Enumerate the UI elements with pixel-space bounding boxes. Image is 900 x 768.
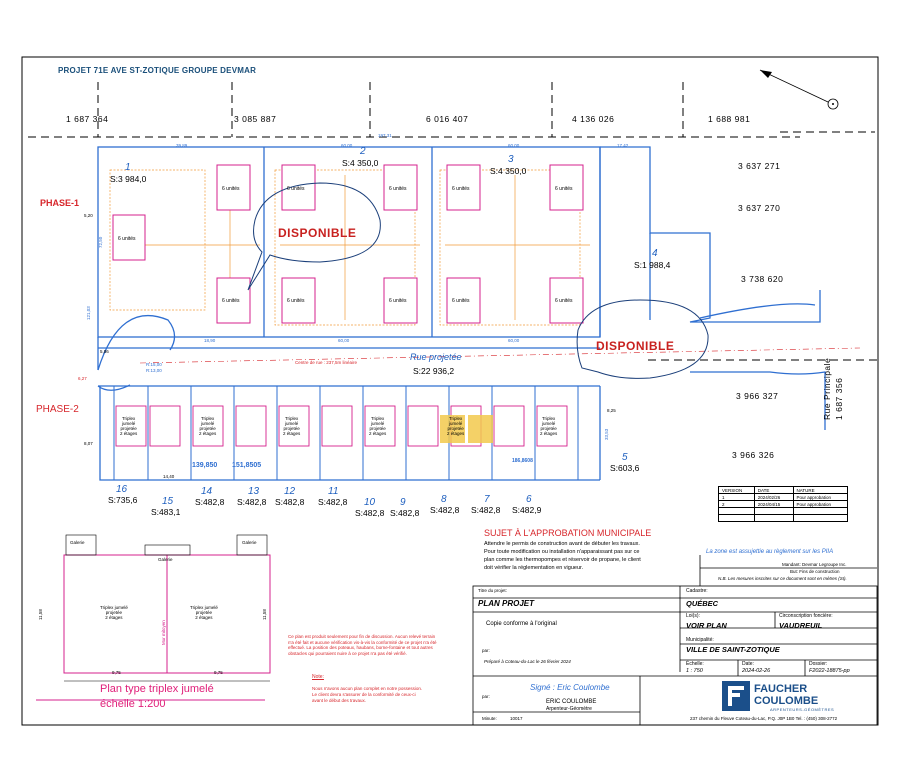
lot-10-area: S:482,8 — [355, 508, 385, 518]
lot-3-number: 3 — [508, 154, 514, 165]
triplex-label: Triplex jumelé projetée 2 étages — [283, 416, 301, 436]
version-table — [718, 486, 848, 522]
party-wall-label: Mur mitoyen — [161, 620, 166, 645]
cadastre-top-4: 4 136 026 — [572, 114, 615, 124]
version-header: VERSION — [719, 487, 755, 494]
date-label: Date: — [742, 661, 754, 667]
dim-radius-2: R:13,00 — [146, 368, 162, 373]
cadastre-top-5: 1 688 981 — [708, 114, 751, 124]
lot-5-number: 5 — [622, 452, 628, 463]
copy-note: Copie conforme à l'original — [486, 621, 557, 627]
company-logo-icon — [722, 681, 750, 711]
dim-d3: 60,00 — [508, 143, 520, 148]
nature-header: NATURE — [793, 487, 848, 494]
mandate-line-2: But: Fins de construction — [790, 569, 840, 574]
dim-road-width: 72,50 — [98, 236, 103, 248]
elevation-2: 151,8505 — [232, 462, 262, 469]
lot-14-number: 14 — [201, 486, 213, 497]
cadastre-top-2: 3 085 887 — [234, 114, 277, 124]
dim-side-3: 5,86 — [100, 349, 109, 354]
lot-1-area: S:3 984,0 — [110, 174, 147, 184]
lot-14-area: S:482,8 — [195, 497, 225, 507]
parking-areas — [110, 170, 590, 325]
lot-6-area: S:482,9 — [512, 505, 542, 515]
triplex-label: Triplex jumelé projetée 2 étages — [447, 416, 465, 436]
lot-12-number: 12 — [284, 486, 296, 497]
available-label-1: DISPONIBLE — [278, 226, 357, 240]
lot-13-area: S:482,8 — [237, 497, 267, 507]
lot-11-area: S:482,8 — [318, 497, 348, 507]
signature: Signé : Eric Coulombe — [530, 683, 610, 692]
triplex-buildings — [116, 406, 567, 446]
version-cell: 2 — [719, 501, 755, 508]
lot-8-number: 8 — [441, 494, 447, 505]
building-label: 6 unités — [452, 186, 470, 192]
prepared-line: Préparé à Coteau-du-Lac le 26 février 2024 — [484, 659, 571, 664]
surveyor-name: ERIC COULOMBE — [546, 699, 597, 705]
phase-1-label: PHASE-1 — [40, 198, 80, 208]
lot-9-area: S:482,8 — [390, 508, 420, 518]
lot-1-number: 1 — [125, 162, 131, 173]
right-road-lot: 1 687 356 — [834, 377, 844, 420]
building-label: 6 unités — [287, 186, 305, 192]
municipality-label: Municipalité: — [686, 637, 714, 643]
company-tagline: ARPENTEURS-GÉOMÈTRES — [770, 707, 835, 712]
lot-15-number: 15 — [162, 496, 174, 507]
lot-16-number: 16 — [116, 484, 128, 495]
dim-left: 121,03 — [86, 306, 91, 320]
dim-d4: 17,42 — [617, 143, 629, 148]
unit-label: Triplex jumelé projetée 2 étages — [190, 605, 218, 620]
company-address: 237 chemin du Fleuve Coteau-du-Lac, P.Q. J0P 1B0 Tel. : (450) 308-2772 — [690, 716, 838, 721]
circonscription-value: VAUDREUIL — [779, 621, 823, 630]
cadastre-value: QUÉBEC — [686, 599, 719, 608]
dim-width: 9,75 — [214, 670, 223, 675]
lot-11-number: 11 — [328, 486, 339, 497]
scale-label: Échelle: — [686, 661, 704, 667]
lot-4-area: S:1 988,4 — [634, 260, 671, 270]
dim-height: 11,58 — [262, 609, 267, 620]
nature-cell: Pour approbation — [793, 494, 848, 501]
elevation-3: 186,8608 — [512, 458, 533, 464]
project-title-label: Titre du projet: — [478, 588, 507, 593]
file-label: Dossier: — [809, 661, 828, 667]
gallery-label: Galerie — [242, 540, 257, 545]
typical-plan-caption: Plan type triplex jumelé — [100, 683, 214, 695]
building-label: 6 unités — [118, 236, 136, 242]
lot-12-area: S:482,8 — [275, 497, 305, 507]
dim-width: 9,75 — [112, 670, 121, 675]
circonscription-label: Circonscription foncière: — [779, 613, 833, 619]
company-name-2: COULOMBE — [754, 695, 819, 707]
project-title-value: PLAN PROJET — [478, 599, 535, 608]
dim-bottom-2: 60,00 — [338, 338, 350, 343]
right-lot-lines — [600, 147, 825, 430]
dim-d2: 60,00 — [341, 143, 353, 148]
typical-plan-scale: échelle 1:200 — [100, 698, 166, 710]
unit-label: Triplex jumelé projetée 2 étages — [100, 605, 128, 620]
mandate-line-3: N.B. Les mesures inscrites sur ce document sont en mètres (SI). — [718, 576, 847, 581]
lot-4-number: 4 — [652, 248, 658, 259]
cadastre-right-3: 3 738 620 — [741, 274, 784, 284]
dim-side-2: 6,27 — [78, 376, 87, 381]
building-label: 6 unités — [389, 298, 407, 304]
version-cell: 1 — [719, 494, 755, 501]
triplex-label: Triplex jumelé projetée 2 étages — [120, 416, 138, 436]
company-name-1: FAUCHER — [754, 683, 808, 695]
client-note: Nous n'avons aucun plan complet en notre possession. Le client devra s'assurer de la conformité de ceux-ci avant le début des travaux. — [312, 686, 423, 703]
lot-5-area: S:603,6 — [610, 463, 640, 473]
building-label: 6 unités — [389, 186, 407, 192]
dim-bottom-3: 60,00 — [508, 338, 520, 343]
building-label: 6 unités — [452, 298, 470, 304]
piia-note: La zone est assujettie au règlement sur les PIIA — [706, 549, 834, 555]
lot-13-number: 13 — [248, 486, 260, 497]
lot-16-area: S:735,6 — [108, 495, 138, 505]
typical-triplex-plan — [36, 535, 270, 700]
right-road-name: Rue Principale — [822, 357, 832, 420]
north-arrow-icon — [760, 70, 838, 109]
available-label-2: DISPONIBLE — [596, 339, 675, 353]
municipality-value: VILLE DE SAINT-ZOTIQUE — [686, 645, 780, 654]
building-label: 6 unités — [222, 186, 240, 192]
law-label: Loi(s): — [686, 613, 700, 619]
buildings-6-units — [113, 165, 583, 323]
building-label: 6 unités — [222, 298, 240, 304]
building-label: 6 unités — [555, 186, 573, 192]
gallery-label: Galerie — [70, 540, 85, 545]
law-value: VOIR PLAN — [686, 621, 727, 630]
gallery-label: Galerie — [158, 557, 173, 562]
lot-15-area: S:483,1 — [151, 507, 181, 517]
file-value: F2022-18875-pp — [809, 668, 850, 674]
date-cell: 2024/04/15 — [754, 501, 793, 508]
triplex-label: Triplex jumelé projetée 2 étages — [369, 416, 387, 436]
lot-2-number: 2 — [360, 146, 366, 157]
lot-7-area: S:482,8 — [471, 505, 501, 515]
building-label: 6 unités — [287, 298, 305, 304]
cadastre-right-4: 3 966 327 — [736, 391, 779, 401]
dim-bottom-1: 18,90 — [204, 338, 216, 343]
project-title: PROJET 71E AVE ST-ZOTIQUE GROUPE DEVMAR — [58, 66, 257, 75]
date-cell: 2024/02/26 — [754, 494, 793, 501]
cadastre-right-5: 3 966 326 — [732, 450, 775, 460]
cadastre-top-3: 6 016 407 — [426, 114, 469, 124]
dim-d5: 8,25 — [607, 408, 616, 413]
by-label: par: — [482, 694, 490, 699]
approval-text: Attendre le permis de construction avant de débuter les travaux. Pour toute modification ou installation n'apparaissant pas sur ce plan comme les thermopompes et réservoir de propane, le client doit vérifier la réglementation en vigueur. — [484, 541, 641, 571]
street-area: S:22 936,2 — [413, 366, 455, 376]
lot-10-number: 10 — [364, 497, 376, 508]
street-centerline-label: Centre de rue : 237,5m linéaire — [295, 360, 358, 365]
lot-3-area: S:4 350,0 — [490, 166, 527, 176]
nature-cell: Pour approbation — [793, 501, 848, 508]
lot-9-number: 9 — [400, 497, 406, 508]
dim-radius: R:15,00 — [146, 362, 162, 367]
minute-value: 10017 — [510, 716, 523, 721]
triplex-label: Triplex jumelé projetée 2 étages — [199, 416, 217, 436]
minute-label: Minute: — [482, 716, 497, 721]
scale-value: 1 : 750 — [686, 668, 703, 674]
dim-height: 11,58 — [38, 609, 43, 620]
approval-title: SUJET À L'APPROBATION MUNICIPALE — [484, 528, 652, 538]
cadastre-top-1: 1 687 364 — [66, 114, 109, 124]
cadastre-label: Cadastre: — [686, 588, 708, 594]
cul-de-sac — [98, 316, 175, 391]
dim-lot-depth: 33,53 — [604, 428, 609, 440]
dim-lot-width: 14,40 — [163, 474, 175, 479]
cadastre-right-2: 3 637 270 — [738, 203, 781, 213]
lot-2-area: S:4 350,0 — [342, 158, 379, 168]
street-name: Rue projetée — [410, 352, 462, 362]
building-label: 6 unités — [555, 298, 573, 304]
lot-7-number: 7 — [484, 494, 490, 505]
lot-6-number: 6 — [526, 494, 532, 505]
note-label: Note: — [312, 674, 324, 680]
dim-d1: 39,89 — [176, 143, 188, 148]
disclaimer-note: Ce plan est produit seulement pour fin de discussion. Aucun relevé terrain n'a été fait et aucune vérification vis-à-vis la conformité de ce projet n'a été effectué. La position des poteaux, haubans, borne-fontaine et tout autres obstacles qui pourraient nuire à ce projet n'a pas été vérifié. — [288, 634, 437, 656]
elevation-1: 139,850 — [192, 462, 218, 469]
triplex-label: Triplex jumelé projetée 2 étages — [540, 416, 558, 436]
lot-8-area: S:482,8 — [430, 505, 460, 515]
date-value: 2024-02-26 — [742, 668, 771, 674]
cadastre-right-1: 3 637 271 — [738, 161, 781, 171]
mandate-line-1: Mandant: Devmar Legroupe Inc. — [782, 562, 847, 567]
surveyor-title: Arpenteur-Géomètre — [546, 706, 592, 712]
dim-side-1: 5,20 — [84, 213, 93, 218]
by-label: par: — [482, 648, 490, 653]
road-centerline — [140, 348, 860, 363]
dim-left-2: 8,07 — [84, 441, 93, 446]
phase-2-label: PHASE-2 — [36, 404, 79, 415]
dim-top: 197,31 — [378, 133, 392, 138]
date-header: DATE — [754, 487, 793, 494]
